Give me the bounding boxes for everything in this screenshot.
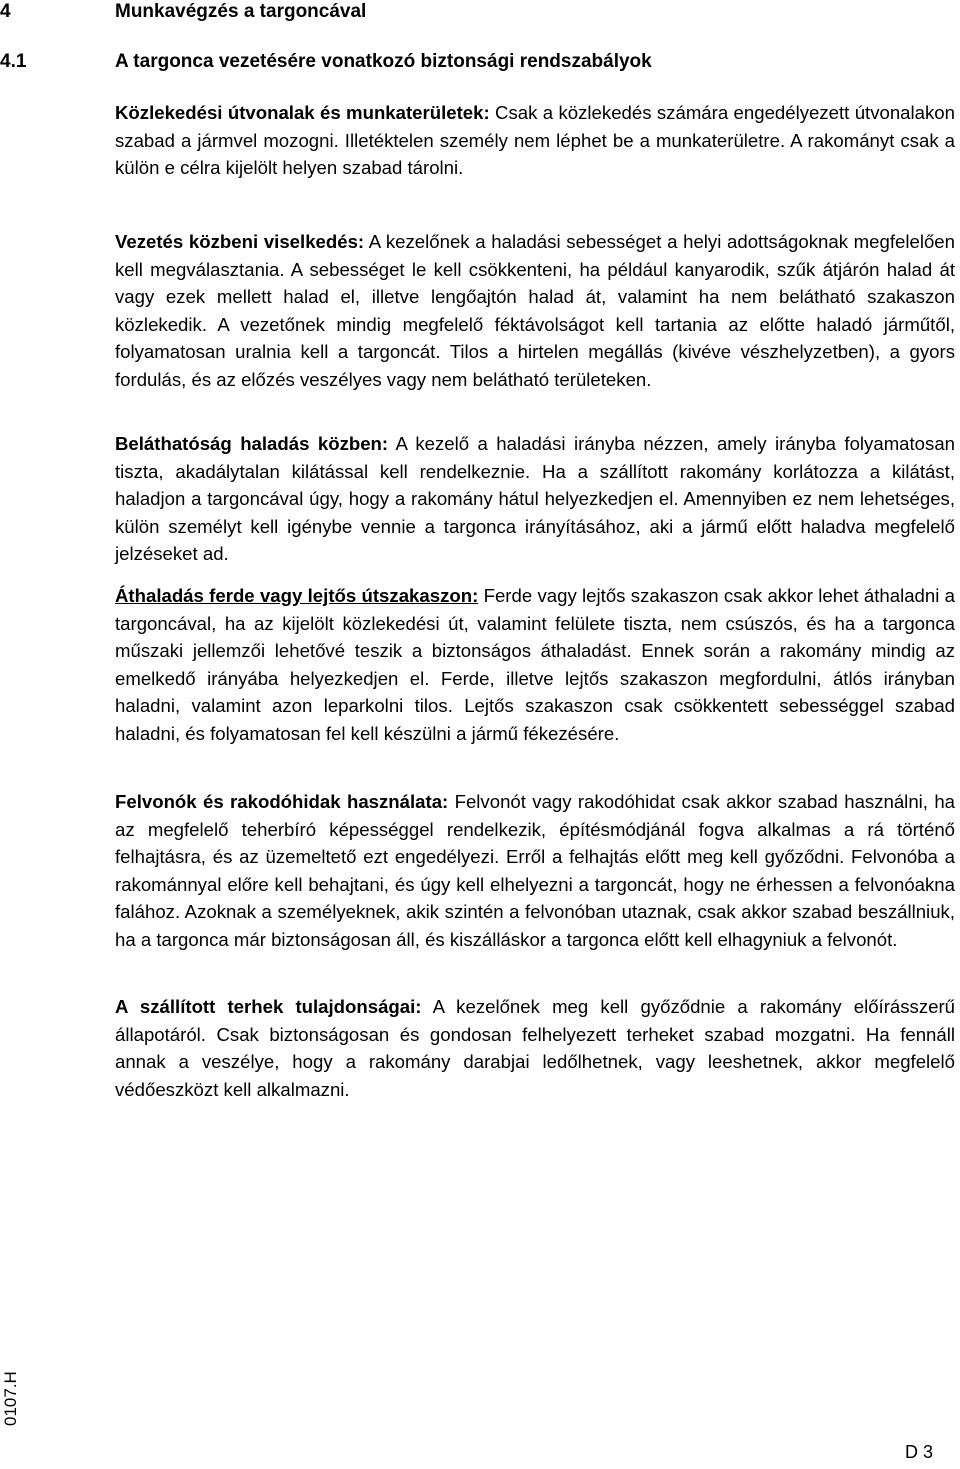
paragraph-body: Ferde vagy lejtős szakaszon csak akkor lehet áthaladni a targoncával, ha az kijelölt közlekedési út, valamint felülete tiszta, nem csúszós, és ha a targonca műszaki jellemzői lehetővé teszik a biztonságos áthaladást. Ennek során a rakomány mindig az emelkedő irányába helyezkedjen el. Ferde, illetve lejtős szakaszon megfordulni, átlós irányban haladni, valamint azon leparkolni tilos. Lejtős szakaszon csak csökkentett sebességgel szabad haladni, és folyamatosan fel kell készülni a jármű fékezésére.	[115, 585, 955, 744]
paragraph-body: A kezelőnek meg kell győződnie a rakomány előírásszerű állapotáról. Csak biztonságosan és gondosan felhelyezett terheket szabad mozgatni. Ha fennáll annak a veszélye, hogy a rakomány darabjai ledőlhetnek, vagy leeshetnek, akkor megfelelő védőeszközt kell alkalmazni.	[115, 996, 955, 1100]
paragraph-lead: A szállított terhek tulajdonságai:	[115, 996, 422, 1017]
paragraph-body: Csak a közlekedés számára engedélyezett útvonalakon szabad a jármvel mozogni. Illetéktelen személy nem léphet be a munkaterületre. A rakományt csak a külön e célra kijelölt helyen szabad tárolni.	[115, 102, 955, 178]
paragraph-slopes	[115, 582, 955, 747]
paragraph-body: A kezelő a haladási irányba nézzen, amely irányba folyamatosan tiszta, akadálytalan kilátással kell rendelkeznie. Ha a szállított rakomány korlátozza a kilátást, haladjon a targoncával úgy, hogy a rakomány hátul helyezkedjen el. Amennyiben ez nem lehetséges, külön személyt kell igénybe vennie a targonca irányításához, aki a jármű előtt haladva megfelelő jelzéseket ad.	[115, 433, 956, 564]
chapter-title: Munkavégzés a targoncával	[115, 1, 367, 22]
paragraph-lead: Vezetés közbeni viselkedés:	[115, 231, 365, 252]
paragraph-lead: Közlekedési útvonalak és munkaterületek:	[115, 102, 490, 123]
paragraph-body: A kezelőnek a haladási sebességet a helyi adottságoknak megfelelően kell megválasztania. A sebességet le kell csökkenteni, ha például kanyarodik, szűk átjárón halad át vagy ezek mellett halad el, illetve lengőajtón halad át, valamint ha nem belátható szakaszon közlekedik. A vezetőnek mindig megfelelő féktávolságot kell tartania az előtte haladó járműtől, folyamatosan uralnia kell a targoncát. Tilos a hirtelen megállás (kivéve vészhelyzetben), a gyors fordulás, és az előzés veszélyes vagy nem belátható területeken.	[115, 231, 955, 390]
section-number: 4.1	[0, 51, 27, 72]
paragraph-lead: Áthaladás ferde vagy lejtős útszakaszon:	[115, 585, 479, 606]
paragraph-loads	[115, 993, 955, 1103]
section-title: A targonca vezetésére vonatkozó biztonsági rendszabályok	[115, 51, 652, 72]
paragraph-visibility	[115, 430, 955, 568]
paragraph-driving-behavior	[115, 228, 955, 393]
paragraph-lead: Beláthatóság haladás közben:	[115, 433, 389, 454]
chapter-number: 4	[0, 1, 11, 22]
document-code: 0107.H	[1, 1371, 20, 1426]
paragraph-lead: Felvonók és rakodóhidak használata:	[115, 791, 449, 812]
paragraph-lifts	[115, 788, 955, 953]
paragraph-routes	[115, 99, 955, 182]
page-number: D 3	[905, 1442, 934, 1462]
paragraph-body: Felvonót vagy rakodóhidat csak akkor szabad használni, ha az megfelelő teherbíró képességgel rendelkezik, építésmódjánál fogva alkalmas a rá történő felhajtásra, és az üzemeltető ezt engedélyezi. Erről a felhajtás előtt meg kell győződni. Felvonóba a rakománnyal előre kell behajtani, és úgy kell elhelyezni a targoncát, hogy ne érhessen a felvonóakna falához. Azoknak a személyeknek, akik szintén a felvonóban utaznak, csak akkor szabad beszállniuk, ha a targonca már biztonságosan áll, és kiszálláskor a targonca előtt kell elhagyniuk a felvonót.	[115, 791, 956, 950]
